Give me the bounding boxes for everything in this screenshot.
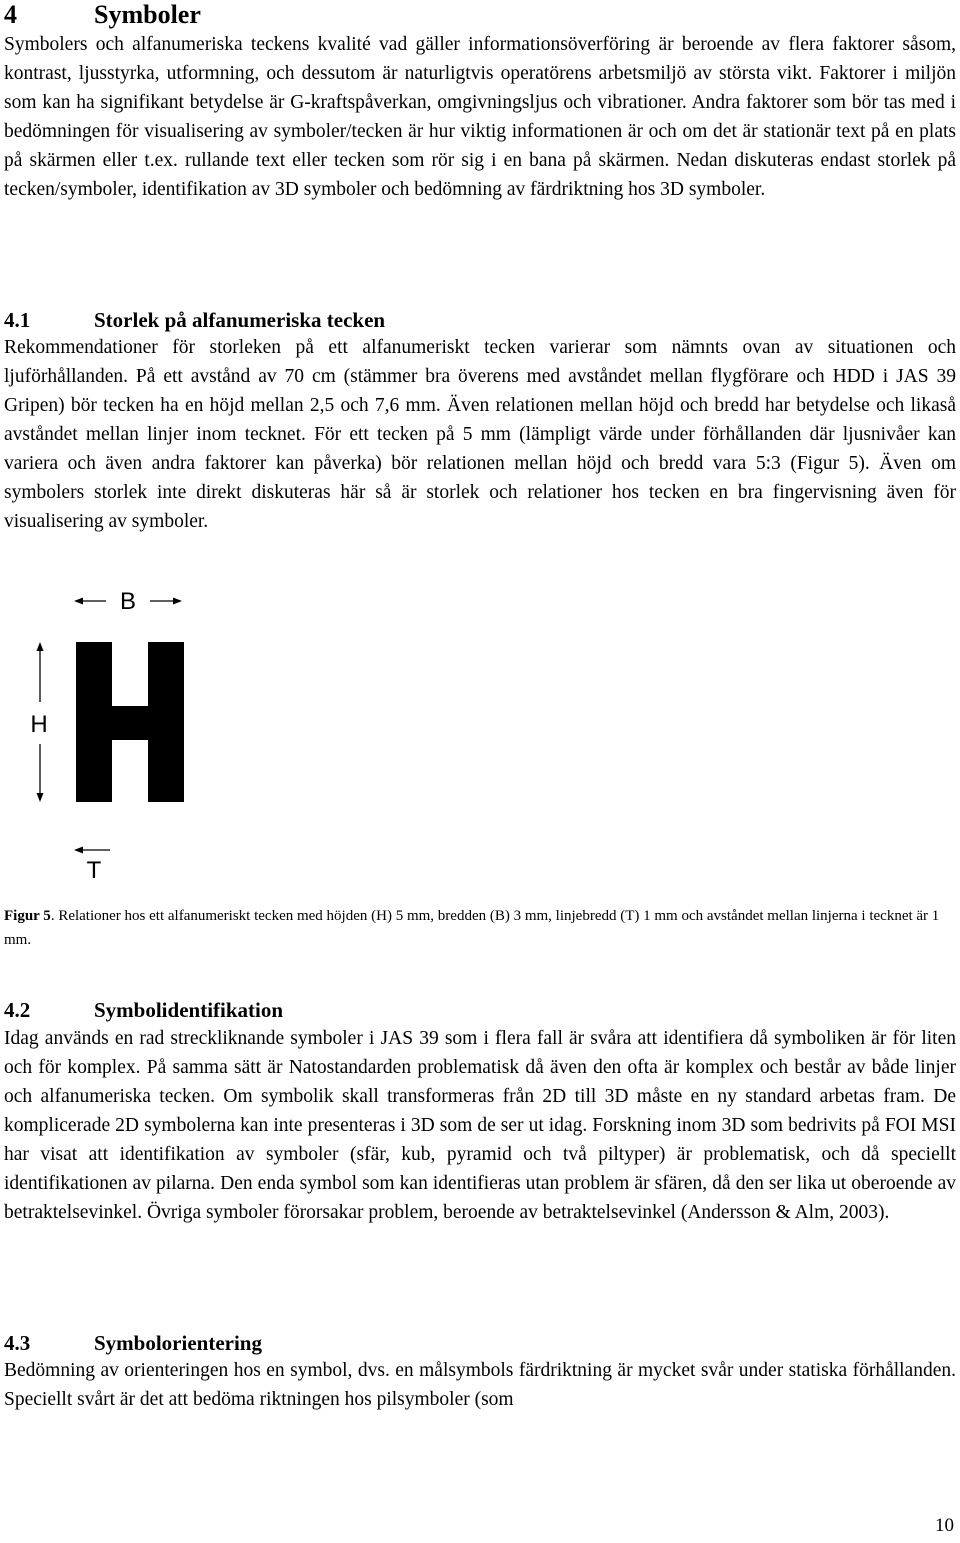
section-number: 4.2	[4, 998, 31, 1022]
caption-label: Figur 5	[4, 908, 51, 924]
chapter-number: 4	[4, 0, 17, 29]
line-width-arrow	[74, 847, 110, 854]
section-number: 4.1	[4, 308, 31, 332]
intro-paragraph: Symbolers och alfanumeriska teckens kvalité vad gäller informationsöverföring är beroende av flera faktorer såsom, kontrast, ljusstyrka, utformning, och dessutom är naturligtvis operatörens arbetsmiljö av största vikt. Faktorer i miljön som kan ha signifikant betydelse är G-kraftspåverkan, omgivningsljus och vibrationer. Andra faktorer som bör tas med i bedömningen för visualisering av symboler/tecken är hur viktig informationen är och om det är stationär text på en plats på skärmen eller t.ex. rullande text eller tecken som rör sig i en bana på skärmen. Nedan diskuteras endast storlek på tecken/symboler, identifikation av 3D symboler och bedömning av färdriktning hos 3D symboler.	[4, 34, 956, 200]
letter-h-glyph	[76, 642, 184, 802]
label-h: H	[30, 711, 48, 738]
section-4-3-heading	[4, 1330, 262, 1356]
section-4-1-heading	[4, 307, 385, 333]
section-4-2-heading	[4, 997, 283, 1023]
caption-text: . Relationer hos ett alfanumeriskt tecken med höjden (H) 5 mm, bredden (B) 3 mm, linjebredd (T) 1 mm och avståndet mellan linjerna i tecknet är 1 mm.	[4, 908, 940, 948]
chapter-title: Symboler	[94, 0, 201, 29]
label-t: T	[86, 857, 102, 884]
section-number: 4.3	[4, 1331, 31, 1355]
label-b: B	[119, 588, 137, 615]
section-title: Symbolorientering	[94, 1331, 262, 1355]
section-4-3-paragraph: Bedömning av orienteringen hos en symbol, dvs. en målsymbols färdriktning är mycket svår under statiska förhållanden. Speciellt svårt är det att bedöma riktningen hos pilsymboler (som	[4, 1360, 956, 1410]
section-title: Symbolidentifikation	[94, 998, 284, 1022]
chapter-heading	[4, 0, 201, 30]
letter-h-dimension-figure	[0, 580, 300, 890]
section-title: Storlek på alfanumeriska tecken	[94, 308, 386, 332]
page-number: 10	[935, 1515, 954, 1536]
section-4-1-paragraph: Rekommendationer för storleken på ett alfanumeriskt tecken varierar som nämnts ovan av situationen och ljuförhållanden. På ett avstånd av 70 cm (stämmer bra överens med avståndet mellan flygförare och HDD i JAS 39 Gripen) bör tecken ha en höjd mellan 2,5 och 7,6 mm. Även relationen mellan höjd och bredd har betydelse och likaså avståndet mellan linjer inom tecknet. För ett tecken på 5 mm (lämpligt värde under förhållanden där ljusnivåer kan variera och även andra faktorer kan påverka) bör relationen mellan höjd och bredd vara 5:3 (Figur 5). Även om symbolers storlek inte direkt diskuteras här så är storlek och relationer hos tecken en bra fingervisning även för visualisering av symboler.	[4, 337, 956, 532]
section-4-2-paragraph: Idag används en rad streckliknande symboler i JAS 39 som i flera fall är svåra att identifiera då symboliken är för liten och för komplex. På samma sätt är Natostandarden problematisk då även den ofta är komplex och består av både linjer och alfanumeriska tecken. Om symbolik skall transformeras från 2D till 3D måste en ny standard arbetas fram. De komplicerade 2D symbolerna kan inte presenteras i 3D som de ser ut idag. Forskning inom 3D som bedrivits på FOI MSI har visat att identifikation av symboler (sfär, kub, pyramid och två piltyper) är problematisk, och då speciellt identifikationen av pilarna. Den enda symbol som kan identifieras utan problem är sfären, då den ser lika ut oberoende av betraktelsevinkel. Övriga symboler förorsakar problem, beroende av betraktelsevinkel (Andersson & Alm, 2003).	[4, 1028, 956, 1223]
figure-caption	[4, 904, 956, 952]
